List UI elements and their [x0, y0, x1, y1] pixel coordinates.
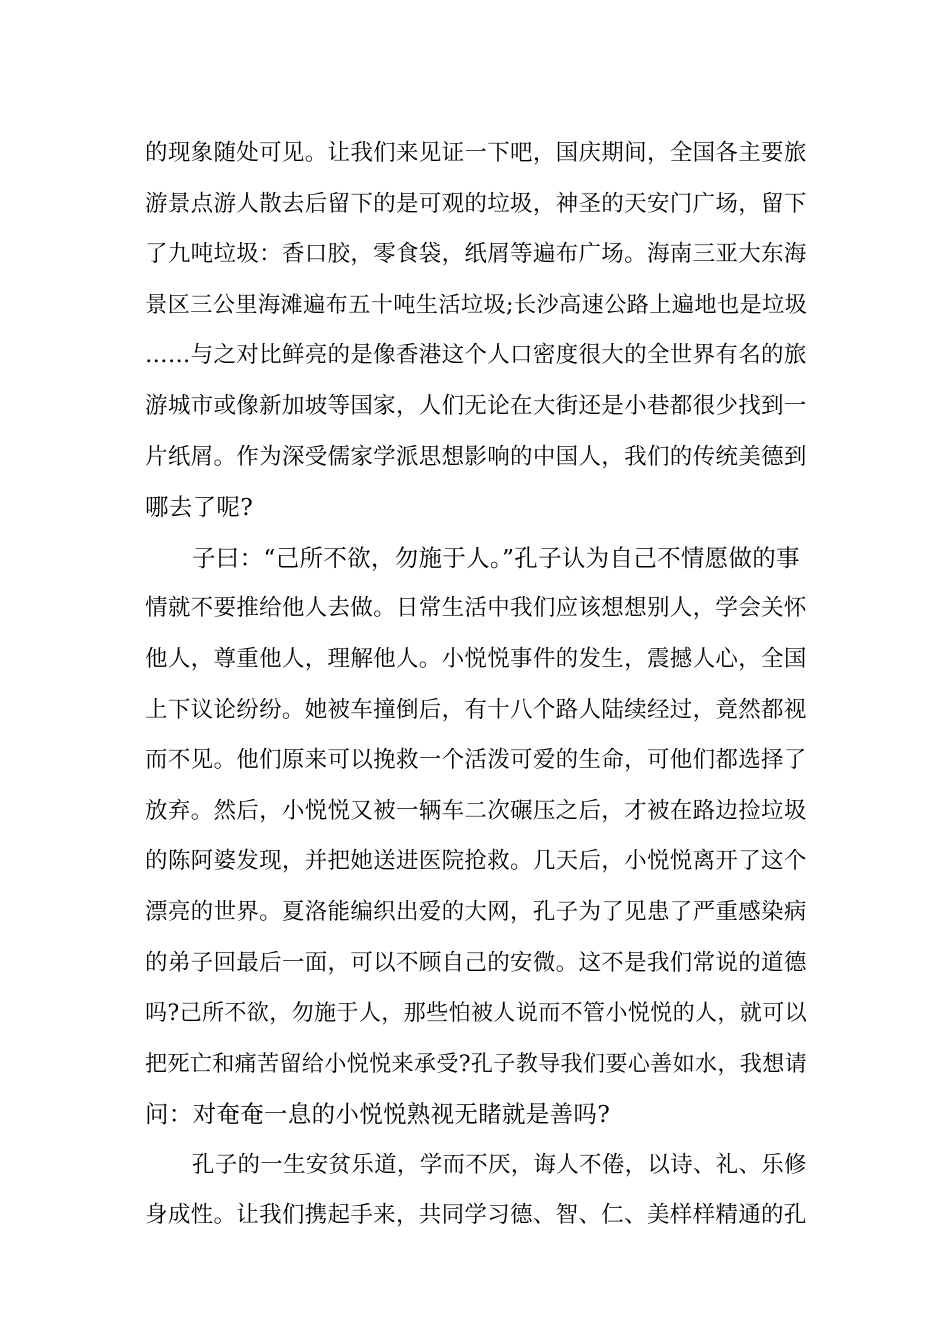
text-line: 身成性。让我们携起手来，共同学习德、智、仁、美样样精通的孔 — [145, 1202, 807, 1229]
text-line: 游景点游人散去后留下的是可观的垃圾，神圣的天安门广场，留下 — [145, 190, 807, 217]
text-line: 游城市或像新加坡等国家，人们无论在大街还是小巷都很少找到一 — [145, 392, 807, 419]
text-line: 哪去了呢? — [145, 493, 254, 522]
text-line: 上下议论纷纷。她被车撞倒后，有十八个路人陆续经过，竟然都视 — [145, 696, 807, 723]
text-line: 了九吨垃圾：香口胶，零食袋，纸屑等遍布广场。海南三亚大东海 — [145, 241, 807, 268]
text-line: 放弃。然后，小悦悦又被一辆车二次碾压之后，才被在路边捡垃圾 — [145, 797, 807, 824]
document-body — [145, 128, 810, 1241]
text-line: 的陈阿婆发现，并把她送进医院抢救。几天后，小悦悦离开了这个 — [145, 848, 807, 875]
text-line: 把死亡和痛苦留给小悦悦来承受?孔子教导我们要心善如水，我想请 — [145, 1050, 808, 1077]
text-line: 情就不要推给他人去做。日常生活中我们应该想想别人，学会关怀 — [145, 595, 807, 622]
text-line: ……与之对比鲜亮的是像香港这个人口密度很大的全世界有名的旅 — [145, 342, 807, 369]
text-line: 漂亮的世界。夏洛能编织出爱的大网，孔子为了见患了严重感染病 — [145, 898, 807, 925]
text-line: 问：对奄奄一息的小悦悦熟视无睹就是善吗? — [145, 1100, 611, 1129]
text-line: 片纸屑。作为深受儒家学派思想影响的中国人，我们的传统美德到 — [145, 443, 807, 470]
paragraph-first-line: 子曰：“己所不欲，勿施于人。”孔子认为自己不情愿做的事 — [192, 543, 800, 572]
text-line: 景区三公里海滩遍布五十吨生活垃圾;长沙高速公路上遍地也是垃圾 — [145, 291, 808, 318]
text-line: 吗?己所不欲，勿施于人，那些怕被人说而不管小悦悦的人，就可以 — [145, 1000, 808, 1027]
text-line: 而不见。他们原来可以挽救一个活泼可爱的生命，可他们都选择了 — [145, 747, 807, 774]
text-line: 他人，尊重他人，理解他人。小悦悦事件的发生，震撼人心，全国 — [145, 645, 807, 672]
text-line: 的弟子回最后一面，可以不顾自己的安微。这不是我们常说的道德 — [145, 949, 807, 976]
paragraph-first-line: 孔子的一生安贫乐道，学而不厌，诲人不倦，以诗、礼、乐修 — [192, 1151, 807, 1178]
text-line: 的现象随处可见。让我们来见证一下吧，国庆期间，全国各主要旅 — [145, 140, 807, 166]
